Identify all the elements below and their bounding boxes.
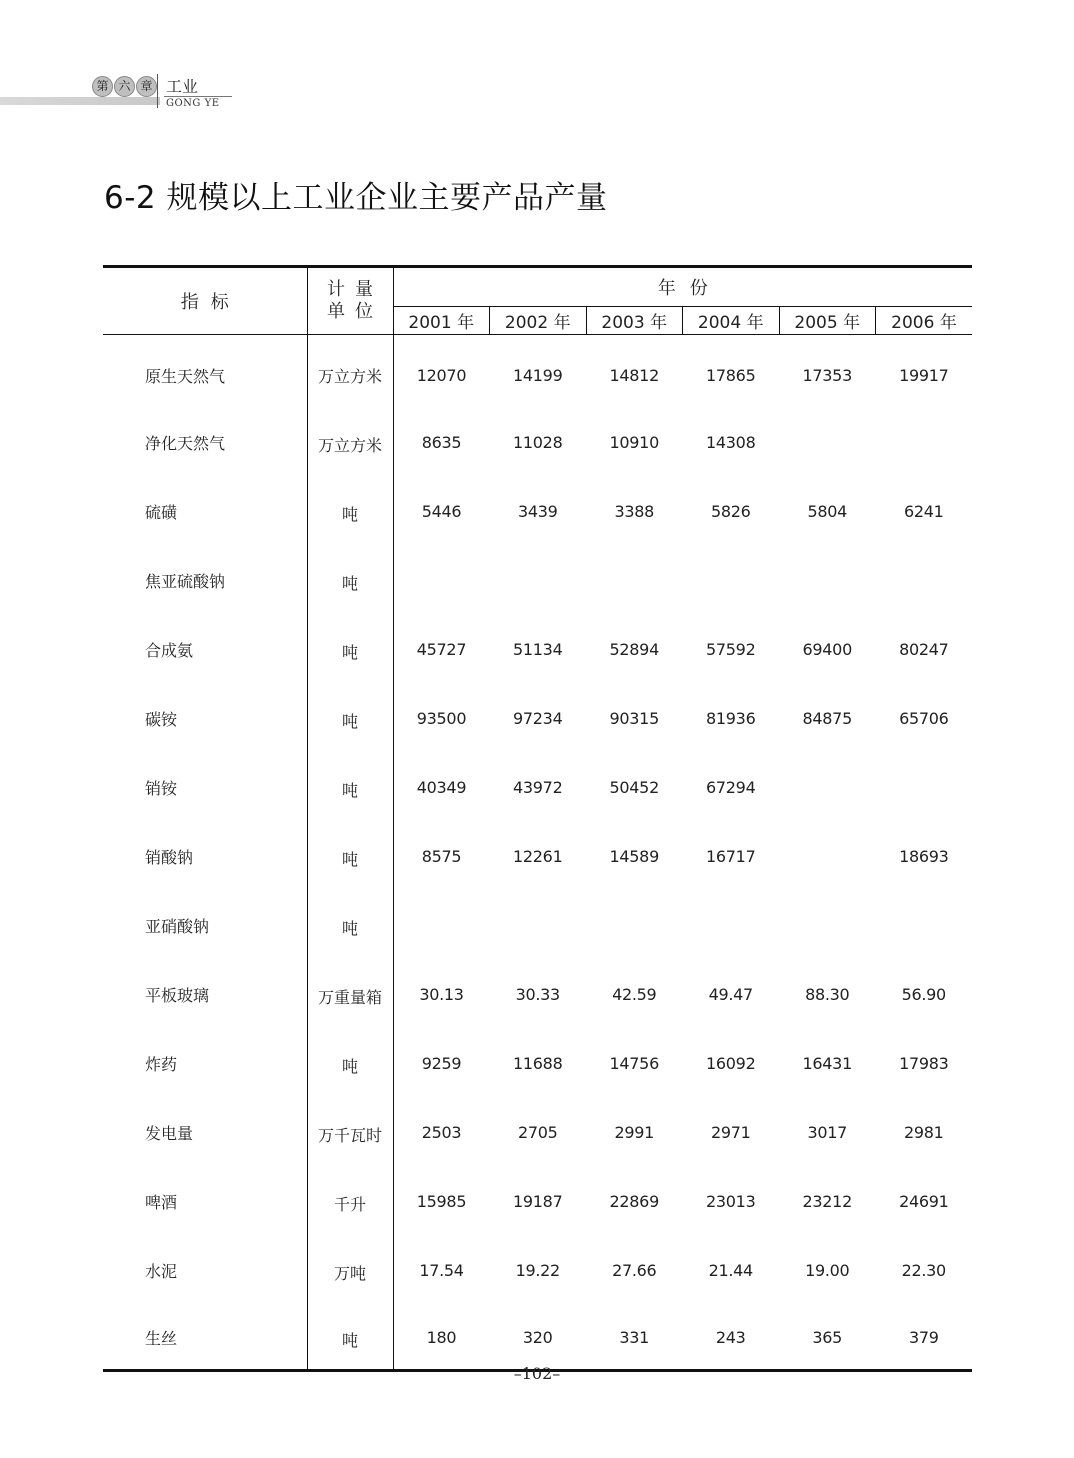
row-value: 180 (426, 1327, 457, 1347)
row-value (876, 753, 973, 822)
row-value (490, 891, 587, 960)
row-value: 11688 (513, 1054, 563, 1073)
chapter-divider (157, 74, 158, 108)
row-unit: 万立方米 (307, 335, 393, 409)
row-value (393, 891, 490, 960)
row-indicator-name: 碳铵 (145, 710, 178, 729)
table-row (103, 335, 972, 409)
row-unit: 千升 (307, 1167, 393, 1236)
chapter-pinyin: GONG YE (166, 98, 220, 109)
row-value: 243 (715, 1327, 746, 1347)
row-value: 40349 (416, 778, 467, 797)
row-value: 365 (812, 1327, 843, 1347)
row-value: 8635 (421, 433, 462, 452)
row-indicator-name: 平板玻璃 (145, 986, 210, 1005)
row-value: 65706 (899, 709, 949, 728)
row-value (876, 546, 973, 615)
row-value (779, 408, 876, 477)
row-value (586, 546, 683, 615)
row-value: 69400 (802, 640, 852, 659)
table-row (103, 753, 972, 822)
row-indicator-name: 亚硝酸钠 (145, 917, 210, 936)
row-value: 12261 (513, 847, 563, 866)
chapter-badge (92, 74, 158, 98)
row-unit: 吨 (307, 615, 393, 684)
row-value: 2991 (614, 1123, 655, 1142)
header-year: 2004 年 (683, 307, 780, 335)
row-value: 17983 (899, 1054, 949, 1073)
row-value (779, 546, 876, 615)
row-value: 23013 (706, 1192, 756, 1211)
row-value: 5826 (710, 502, 751, 521)
row-value: 23212 (802, 1192, 852, 1211)
row-value: 19.00 (805, 1261, 850, 1280)
row-value: 52894 (609, 640, 659, 659)
row-value: 14756 (609, 1054, 659, 1073)
row-value: 30.33 (515, 985, 560, 1004)
row-indicator-name: 发电量 (145, 1124, 194, 1143)
table-row (103, 684, 972, 753)
row-value: 18693 (899, 847, 949, 866)
chapter-char: 章 (136, 76, 157, 97)
row-value: 9259 (421, 1054, 462, 1073)
table-row (103, 1305, 972, 1371)
row-unit: 万吨 (307, 1236, 393, 1305)
row-unit: 吨 (307, 546, 393, 615)
row-unit: 万千瓦时 (307, 1098, 393, 1167)
row-value: 43972 (513, 778, 563, 797)
row-unit: 吨 (307, 822, 393, 891)
row-value: 2981 (904, 1123, 944, 1142)
row-value: 80247 (899, 640, 949, 659)
row-value (586, 891, 683, 960)
chapter-char: 六 (114, 76, 135, 97)
row-value: 8575 (421, 847, 462, 866)
row-unit: 万立方米 (307, 408, 393, 477)
row-indicator-name: 啤酒 (145, 1193, 178, 1212)
chapter-rule (164, 96, 232, 97)
table-row (103, 960, 972, 1029)
table-row (103, 891, 972, 960)
header-band (0, 97, 160, 105)
row-value: 2705 (517, 1123, 558, 1142)
table-row (103, 615, 972, 684)
row-value: 57592 (706, 640, 756, 659)
table-row (103, 1236, 972, 1305)
table-body (103, 335, 972, 1371)
row-value (490, 546, 587, 615)
header-unit-line1: 计量 (327, 279, 383, 300)
table-row (103, 408, 972, 477)
table-row (103, 1098, 972, 1167)
row-value: 320 (522, 1327, 553, 1347)
row-unit: 吨 (307, 1029, 393, 1098)
row-indicator-name: 硫磺 (145, 503, 178, 522)
header-year: 2003 年 (586, 307, 683, 335)
row-value (876, 408, 973, 477)
row-value: 17353 (802, 366, 852, 385)
row-indicator-name: 生丝 (145, 1328, 178, 1348)
row-value: 24691 (899, 1192, 949, 1211)
row-value: 51134 (513, 640, 563, 659)
table-row (103, 822, 972, 891)
row-value: 2971 (710, 1123, 751, 1142)
header-indicator: 指标 (103, 267, 307, 335)
row-value: 49.47 (708, 985, 753, 1004)
row-value (393, 546, 490, 615)
chapter-title: 工业 (166, 77, 199, 96)
row-value: 22869 (609, 1192, 659, 1211)
row-value: 27.66 (612, 1261, 657, 1280)
table-row (103, 546, 972, 615)
header-year-group: 年份 (393, 267, 972, 307)
row-value: 6241 (904, 502, 944, 521)
table-row (103, 477, 972, 546)
row-value: 93500 (416, 709, 467, 728)
row-value: 45727 (416, 640, 467, 659)
row-value: 5804 (807, 502, 848, 521)
row-value: 30.13 (419, 985, 464, 1004)
row-indicator-name: 销铵 (145, 779, 178, 798)
row-value: 16431 (802, 1054, 852, 1073)
row-value: 15985 (416, 1192, 467, 1211)
row-value: 21.44 (708, 1261, 753, 1280)
row-value: 3388 (614, 502, 655, 521)
table-header (103, 267, 972, 335)
row-value: 2503 (421, 1123, 462, 1142)
row-value: 17.54 (419, 1261, 464, 1280)
chapter-char: 第 (92, 76, 113, 97)
row-value: 16717 (706, 847, 756, 866)
table-row (103, 1167, 972, 1236)
production-table-wrapper (103, 265, 972, 1372)
row-value: 14812 (609, 366, 659, 385)
row-unit: 万重量箱 (307, 960, 393, 1029)
page-number: –102– (513, 1364, 561, 1383)
page-title: 6-2 规模以上工业企业主要产品产量 (104, 180, 608, 216)
row-value: 379 (908, 1327, 939, 1347)
row-value: 84875 (802, 709, 852, 728)
row-value: 88.30 (805, 985, 850, 1004)
row-unit: 吨 (307, 753, 393, 822)
row-indicator-name: 销酸钠 (145, 848, 194, 867)
row-value: 19917 (899, 366, 949, 385)
row-value: 331 (619, 1327, 650, 1347)
header-year: 2002 年 (490, 307, 587, 335)
row-unit: 吨 (307, 1305, 393, 1371)
row-value (779, 753, 876, 822)
row-value (683, 891, 780, 960)
row-value: 14308 (706, 433, 756, 452)
row-unit: 吨 (307, 477, 393, 546)
row-value: 22.30 (901, 1261, 946, 1280)
row-value: 5446 (421, 502, 462, 521)
production-table (103, 265, 972, 1372)
row-indicator-name: 净化天然气 (145, 434, 226, 453)
row-value: 97234 (513, 709, 563, 728)
row-value: 81936 (706, 709, 756, 728)
row-indicator-name: 原生天然气 (145, 367, 226, 386)
row-value: 19.22 (515, 1261, 560, 1280)
row-value: 19187 (513, 1192, 563, 1211)
row-value: 16092 (706, 1054, 756, 1073)
row-value: 14199 (513, 366, 563, 385)
row-value: 90315 (609, 709, 659, 728)
header-unit (307, 267, 393, 335)
row-value: 3439 (517, 502, 558, 521)
row-value: 67294 (706, 778, 756, 797)
header-year: 2001 年 (393, 307, 490, 335)
row-unit: 吨 (307, 684, 393, 753)
row-unit: 吨 (307, 891, 393, 960)
row-indicator-name: 焦亚硫酸钠 (145, 572, 226, 591)
row-value: 10910 (609, 433, 659, 452)
row-value (683, 546, 780, 615)
row-value: 42.59 (612, 985, 657, 1004)
row-value: 50452 (609, 778, 659, 797)
row-indicator-name: 炸药 (145, 1055, 178, 1074)
row-value: 3017 (807, 1123, 848, 1142)
row-value: 56.90 (901, 985, 946, 1004)
header-unit-line2: 单位 (327, 301, 383, 322)
row-indicator-name: 合成氨 (145, 641, 194, 660)
row-value (876, 891, 973, 960)
header-year: 2005 年 (779, 307, 876, 335)
row-value: 17865 (706, 366, 756, 385)
row-value: 14589 (609, 847, 659, 866)
row-value (779, 891, 876, 960)
row-value (779, 822, 876, 891)
table-row (103, 1029, 972, 1098)
row-indicator-name: 水泥 (145, 1262, 178, 1281)
row-value: 11028 (513, 433, 563, 452)
header-year: 2006 年 (876, 307, 973, 335)
row-value: 12070 (416, 366, 467, 385)
